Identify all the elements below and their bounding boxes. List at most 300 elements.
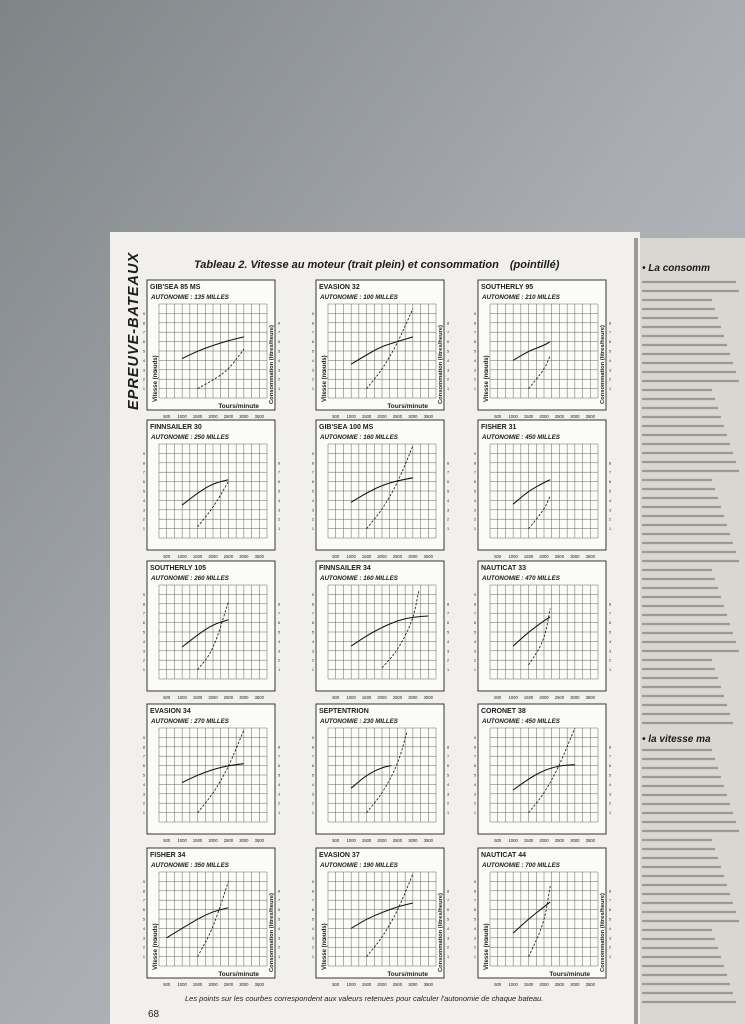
y2-tick-label: 7 <box>278 470 281 475</box>
autonomy-label: AUTONOMIE : 160 MILLES <box>320 575 398 582</box>
y2-tick-label: 5 <box>609 917 612 922</box>
x-tick-label: 2000 <box>539 982 549 987</box>
footnote: Les points sur les courbes correspondent aux valeurs retenues pour calculer l'autonomie de chaque bateau. <box>185 994 544 1003</box>
x-tick-label: 1000 <box>508 838 518 843</box>
y2-tick-label: 3 <box>447 368 450 373</box>
charts-grid <box>143 280 611 987</box>
y-tick-label: 9 <box>142 879 145 884</box>
y-tick-label: 9 <box>311 735 314 740</box>
y2-tick-label: 3 <box>447 792 450 797</box>
y2-tick-label: 2 <box>609 801 612 806</box>
y2-tick-label: 5 <box>447 349 450 354</box>
y-tick-label: 7 <box>473 754 476 759</box>
y2-tick-label: 6 <box>609 908 612 913</box>
x-tick-label: 1000 <box>346 982 356 987</box>
y2-tick-label: 3 <box>278 936 281 941</box>
y-tick-label: 5 <box>311 917 314 922</box>
y-tick-label: 4 <box>311 782 314 787</box>
y-tick-label: 4 <box>142 782 145 787</box>
y2-tick-label: 3 <box>278 508 281 513</box>
y2-tick-label: 1 <box>609 811 612 816</box>
x-tick-label: 500 <box>494 414 502 419</box>
y2-tick-label: 6 <box>609 621 612 626</box>
y-tick-label: 7 <box>142 330 145 335</box>
x-tick-label: 500 <box>494 982 502 987</box>
x-tick-label: 3000 <box>408 695 418 700</box>
y-tick-label: 5 <box>311 630 314 635</box>
y2-tick-label: 6 <box>278 908 281 913</box>
y2-tick-label: 5 <box>278 917 281 922</box>
table-title-note: (pointillé) <box>509 259 560 271</box>
speed-consumption-chart <box>312 848 449 987</box>
boat-name: CORONET 38 <box>481 708 526 715</box>
y-tick-label: 1 <box>473 387 476 392</box>
y2-tick-label: 8 <box>447 602 450 607</box>
x-tick-label: 1000 <box>508 554 518 559</box>
y-tick-label: 4 <box>311 358 314 363</box>
x-tick-label: 3500 <box>254 838 264 843</box>
y-tick-label: 1 <box>142 811 145 816</box>
x-tick-label: 2000 <box>377 414 387 419</box>
speed-consumption-chart <box>143 704 280 843</box>
x-tick-label: 3500 <box>254 554 264 559</box>
y-tick-label: 2 <box>311 517 314 522</box>
y2-tick-label: 8 <box>609 889 612 894</box>
y2-tick-label: 3 <box>609 368 612 373</box>
y-tick-label: 7 <box>311 898 314 903</box>
x-tick-label: 3500 <box>423 554 433 559</box>
y-tick-label: 8 <box>142 889 145 894</box>
y2-tick-label: 4 <box>447 498 450 503</box>
autonomy-label: AUTONOMIE : 230 MILLES <box>320 718 398 725</box>
y-tick-label: 8 <box>142 321 145 326</box>
boat-name: SOUTHERLY 95 <box>481 284 534 291</box>
x-tick-label: 2000 <box>377 838 387 843</box>
x-tick-label: 1500 <box>523 838 534 843</box>
y-tick-label: 1 <box>311 811 314 816</box>
x-tick-label: 2000 <box>377 982 387 987</box>
y2-tick-label: 2 <box>447 377 450 382</box>
y-tick-label: 2 <box>311 945 314 950</box>
y2-axis-label: Consommation (litres/heure) <box>600 325 606 404</box>
x-tick-label: 500 <box>163 695 171 700</box>
y-tick-label: 3 <box>473 792 476 797</box>
y2-tick-label: 1 <box>278 811 281 816</box>
x-tick-label: 3000 <box>570 982 580 987</box>
y2-tick-label: 2 <box>447 801 450 806</box>
y2-tick-label: 7 <box>609 754 612 759</box>
y-tick-label: 1 <box>142 527 145 532</box>
x-tick-label: 3500 <box>254 982 264 987</box>
y-tick-label: 6 <box>142 621 145 626</box>
x-tick-label: 3500 <box>585 982 595 987</box>
x-tick-label: 2000 <box>208 695 218 700</box>
y2-tick-label: 3 <box>447 508 450 513</box>
y-tick-label: 7 <box>142 470 145 475</box>
y2-tick-label: 8 <box>609 461 612 466</box>
y2-axis-label: Consommation (litres/heure) <box>438 325 444 404</box>
y-tick-label: 5 <box>473 349 476 354</box>
x-tick-label: 1500 <box>361 982 372 987</box>
y-tick-label: 4 <box>473 639 476 644</box>
y2-axis-label: Consommation (litres/heure) <box>269 325 275 404</box>
y2-tick-label: 1 <box>447 387 450 392</box>
x-tick-label: 2500 <box>392 695 403 700</box>
autonomy-label: AUTONOMIE : 270 MILLES <box>151 718 229 725</box>
x-tick-label: 1000 <box>177 414 187 419</box>
y2-tick-label: 1 <box>609 955 612 960</box>
x-tick-label: 2500 <box>554 414 565 419</box>
y-tick-label: 7 <box>473 330 476 335</box>
y-tick-label: 1 <box>473 527 476 532</box>
y2-tick-label: 5 <box>609 773 612 778</box>
x-tick-label: 1500 <box>361 414 372 419</box>
x-tick-label: 3000 <box>239 414 249 419</box>
y-tick-label: 8 <box>311 745 314 750</box>
x-tick-label: 1000 <box>177 838 187 843</box>
x-tick-label: 1000 <box>177 554 187 559</box>
y2-tick-label: 4 <box>278 498 281 503</box>
y-tick-label: 2 <box>142 377 145 382</box>
y2-tick-label: 6 <box>447 764 450 769</box>
y-tick-label: 2 <box>473 517 476 522</box>
y-tick-label: 5 <box>311 349 314 354</box>
y2-tick-label: 8 <box>609 602 612 607</box>
y2-tick-label: 3 <box>447 649 450 654</box>
x-tick-label: 3500 <box>585 554 595 559</box>
y-axis-label: Vitesse (nœuds) <box>484 355 490 402</box>
y-tick-label: 2 <box>311 801 314 806</box>
y-tick-label: 8 <box>473 745 476 750</box>
x-tick-label: 500 <box>163 982 171 987</box>
y2-tick-label: 6 <box>278 764 281 769</box>
y-tick-label: 3 <box>311 508 314 513</box>
y-tick-label: 5 <box>142 917 145 922</box>
y-tick-label: 9 <box>311 592 314 597</box>
y2-tick-label: 1 <box>447 811 450 816</box>
x-tick-label: 1500 <box>523 414 534 419</box>
y2-tick-label: 4 <box>278 782 281 787</box>
x-tick-label: 1500 <box>361 554 372 559</box>
x-tick-label: 2000 <box>539 838 549 843</box>
y2-tick-label: 8 <box>609 745 612 750</box>
y-tick-label: 3 <box>142 792 145 797</box>
x-tick-label: 3000 <box>408 838 418 843</box>
x-tick-label: 2000 <box>539 414 549 419</box>
x-tick-label: 2000 <box>539 695 549 700</box>
y2-tick-label: 2 <box>609 945 612 950</box>
y-tick-label: 7 <box>473 898 476 903</box>
y2-tick-label: 1 <box>278 527 281 532</box>
y2-tick-label: 6 <box>278 480 281 485</box>
x-tick-label: 2500 <box>392 982 403 987</box>
boat-name: EVASION 37 <box>319 852 360 859</box>
autonomy-label: AUTONOMIE : 450 MILLES <box>482 434 560 441</box>
x-tick-label: 1000 <box>346 414 356 419</box>
x-tick-label: 2500 <box>223 554 234 559</box>
y2-tick-label: 8 <box>278 889 281 894</box>
y-tick-label: 3 <box>473 508 476 513</box>
y-tick-label: 9 <box>311 311 314 316</box>
x-tick-label: 1500 <box>523 554 534 559</box>
y2-tick-label: 4 <box>278 639 281 644</box>
y2-tick-label: 5 <box>278 349 281 354</box>
y2-axis-label: Consommation (litres/heure) <box>600 893 606 972</box>
x-axis-label: Tours/minute <box>549 971 590 978</box>
speed-consumption-chart <box>474 420 611 559</box>
y2-tick-label: 2 <box>447 945 450 950</box>
boat-name: FISHER 34 <box>150 852 186 859</box>
boat-name: EVASION 32 <box>319 284 360 291</box>
y-tick-label: 7 <box>311 754 314 759</box>
x-axis-label: Tours/minute <box>387 971 428 978</box>
boat-name: NAUTICAT 33 <box>481 565 526 572</box>
x-tick-label: 1500 <box>192 982 203 987</box>
boat-name: EVASION 34 <box>150 708 191 715</box>
y2-tick-label: 6 <box>278 340 281 345</box>
x-tick-label: 500 <box>332 554 340 559</box>
y2-tick-label: 2 <box>447 517 450 522</box>
y-tick-label: 7 <box>473 611 476 616</box>
x-axis-label: Tours/minute <box>218 403 259 410</box>
y2-tick-label: 7 <box>447 611 450 616</box>
y-tick-label: 2 <box>142 517 145 522</box>
x-tick-label: 2000 <box>539 554 549 559</box>
x-tick-label: 1500 <box>192 838 203 843</box>
x-tick-label: 500 <box>494 554 502 559</box>
y2-tick-label: 7 <box>609 898 612 903</box>
y2-tick-label: 4 <box>447 639 450 644</box>
y-tick-label: 7 <box>473 470 476 475</box>
y2-tick-label: 1 <box>278 387 281 392</box>
y2-tick-label: 4 <box>609 358 612 363</box>
boat-name: FINNSAILER 30 <box>150 424 202 431</box>
y2-tick-label: 2 <box>278 801 281 806</box>
y-tick-label: 6 <box>311 480 314 485</box>
y2-tick-label: 1 <box>278 668 281 673</box>
y2-tick-label: 5 <box>278 630 281 635</box>
y2-tick-label: 3 <box>278 649 281 654</box>
x-tick-label: 1500 <box>361 695 372 700</box>
speed-consumption-chart <box>474 848 611 987</box>
x-tick-label: 3000 <box>239 695 249 700</box>
x-tick-label: 3500 <box>254 414 264 419</box>
y-tick-label: 9 <box>142 451 145 456</box>
y-tick-label: 1 <box>311 387 314 392</box>
y-tick-label: 8 <box>311 889 314 894</box>
y2-tick-label: 1 <box>447 527 450 532</box>
x-tick-label: 1000 <box>508 982 518 987</box>
y2-tick-label: 3 <box>609 792 612 797</box>
x-tick-label: 500 <box>494 695 502 700</box>
x-tick-label: 2500 <box>554 554 565 559</box>
y-tick-label: 1 <box>311 955 314 960</box>
x-tick-label: 2500 <box>223 414 234 419</box>
y2-tick-label: 3 <box>278 368 281 373</box>
y2-tick-label: 7 <box>447 470 450 475</box>
y2-tick-label: 5 <box>609 349 612 354</box>
y-tick-label: 8 <box>311 461 314 466</box>
y-tick-label: 9 <box>473 311 476 316</box>
y-tick-label: 4 <box>473 358 476 363</box>
y-tick-label: 6 <box>311 764 314 769</box>
x-tick-label: 2000 <box>208 838 218 843</box>
y-tick-label: 2 <box>142 801 145 806</box>
autonomy-label: AUTONOMIE : 160 MILLES <box>320 434 398 441</box>
y2-tick-label: 5 <box>447 773 450 778</box>
y2-tick-label: 3 <box>609 936 612 941</box>
y-tick-label: 3 <box>142 508 145 513</box>
y-tick-label: 1 <box>142 955 145 960</box>
y2-tick-label: 1 <box>609 668 612 673</box>
x-axis-label: Tours/minute <box>218 971 259 978</box>
x-tick-label: 3500 <box>423 695 433 700</box>
autonomy-label: AUTONOMIE : 470 MILLES <box>482 575 560 582</box>
speed-consumption-chart <box>312 420 449 559</box>
y2-tick-label: 3 <box>447 936 450 941</box>
x-tick-label: 500 <box>163 554 171 559</box>
x-tick-label: 2500 <box>554 982 565 987</box>
x-tick-label: 2000 <box>377 695 387 700</box>
y-tick-label: 2 <box>311 377 314 382</box>
y-tick-label: 4 <box>473 498 476 503</box>
x-tick-label: 3500 <box>585 695 595 700</box>
y-tick-label: 2 <box>311 658 314 663</box>
section-label: EPREUVE-BATEAUX <box>126 251 142 410</box>
autonomy-label: AUTONOMIE : 260 MILLES <box>151 575 229 582</box>
y2-tick-label: 3 <box>609 649 612 654</box>
y2-tick-label: 6 <box>609 340 612 345</box>
y-tick-label: 1 <box>311 527 314 532</box>
y2-tick-label: 1 <box>609 527 612 532</box>
y-tick-label: 3 <box>311 792 314 797</box>
y2-tick-label: 3 <box>278 792 281 797</box>
y2-tick-label: 6 <box>609 480 612 485</box>
y2-tick-label: 2 <box>278 945 281 950</box>
autonomy-label: AUTONOMIE : 250 MILLES <box>151 434 229 441</box>
y-tick-label: 9 <box>473 735 476 740</box>
y-tick-label: 1 <box>142 668 145 673</box>
y-tick-label: 5 <box>473 489 476 494</box>
x-tick-label: 2500 <box>223 695 234 700</box>
x-tick-label: 3000 <box>408 414 418 419</box>
y-tick-label: 8 <box>311 321 314 326</box>
y-tick-label: 5 <box>311 773 314 778</box>
y-tick-label: 2 <box>473 658 476 663</box>
page-number: 68 <box>148 1009 160 1020</box>
y2-tick-label: 4 <box>447 782 450 787</box>
autonomy-label: AUTONOMIE : 700 MILLES <box>482 862 560 869</box>
x-tick-label: 1500 <box>192 554 203 559</box>
y-tick-label: 6 <box>473 621 476 626</box>
y-tick-label: 8 <box>473 461 476 466</box>
y-tick-label: 6 <box>142 908 145 913</box>
speed-consumption-chart <box>312 280 449 419</box>
x-tick-label: 2000 <box>208 554 218 559</box>
y2-tick-label: 5 <box>447 630 450 635</box>
x-tick-label: 1500 <box>192 695 203 700</box>
y-tick-label: 3 <box>142 936 145 941</box>
y2-tick-label: 2 <box>609 377 612 382</box>
y2-tick-label: 4 <box>447 358 450 363</box>
x-tick-label: 1000 <box>177 982 187 987</box>
autonomy-label: AUTONOMIE : 350 MILLES <box>151 862 229 869</box>
y2-tick-label: 4 <box>609 926 612 931</box>
autonomy-label: AUTONOMIE : 100 MILLES <box>320 294 398 301</box>
y-tick-label: 6 <box>311 908 314 913</box>
y2-tick-label: 8 <box>278 602 281 607</box>
y-tick-label: 7 <box>311 330 314 335</box>
autonomy-label: AUTONOMIE : 210 MILLES <box>482 294 560 301</box>
speed-consumption-chart <box>312 704 449 843</box>
x-tick-label: 3500 <box>254 695 264 700</box>
y2-tick-label: 7 <box>278 898 281 903</box>
x-axis-label: Tours/minute <box>387 403 428 410</box>
speed-consumption-chart <box>143 420 280 559</box>
y-axis-label: Vitesse (nœuds) <box>322 923 328 970</box>
x-tick-label: 1500 <box>192 414 203 419</box>
y-axis-label: Vitesse (nœuds) <box>322 355 328 402</box>
y2-tick-label: 8 <box>278 321 281 326</box>
speed-consumption-chart <box>312 561 449 700</box>
y2-tick-label: 4 <box>278 358 281 363</box>
y-tick-label: 6 <box>311 621 314 626</box>
x-tick-label: 3000 <box>570 695 580 700</box>
y2-tick-label: 1 <box>447 668 450 673</box>
y-tick-label: 9 <box>142 735 145 740</box>
y-tick-label: 9 <box>311 879 314 884</box>
y-tick-label: 7 <box>142 754 145 759</box>
boat-name: GIB'SEA 85 MS <box>150 284 201 291</box>
y-tick-label: 6 <box>473 480 476 485</box>
speed-consumption-chart <box>143 280 280 419</box>
x-tick-label: 500 <box>163 414 171 419</box>
x-tick-label: 3000 <box>408 554 418 559</box>
speed-consumption-chart <box>474 280 611 419</box>
x-tick-label: 2000 <box>208 414 218 419</box>
y-tick-label: 8 <box>142 602 145 607</box>
y2-tick-label: 7 <box>609 611 612 616</box>
autonomy-label: AUTONOMIE : 450 MILLES <box>482 718 560 725</box>
y-tick-label: 2 <box>473 945 476 950</box>
y-tick-label: 7 <box>142 898 145 903</box>
y-tick-label: 5 <box>142 489 145 494</box>
y-tick-label: 5 <box>311 489 314 494</box>
y-tick-label: 8 <box>311 602 314 607</box>
y2-tick-label: 4 <box>609 498 612 503</box>
y-axis-label: Vitesse (nœuds) <box>153 923 159 970</box>
x-tick-label: 3000 <box>570 414 580 419</box>
y-tick-label: 5 <box>473 773 476 778</box>
x-tick-label: 1000 <box>177 695 187 700</box>
y2-tick-label: 3 <box>609 508 612 513</box>
y2-axis-label: Consommation (litres/heure) <box>438 893 444 972</box>
y-tick-label: 8 <box>473 889 476 894</box>
y2-tick-label: 5 <box>609 630 612 635</box>
y2-tick-label: 2 <box>278 658 281 663</box>
boat-name: GIB'SEA 100 MS <box>319 424 374 431</box>
y-tick-label: 9 <box>142 311 145 316</box>
y-tick-label: 1 <box>473 811 476 816</box>
y-axis-label: Vitesse (nœuds) <box>484 923 490 970</box>
x-tick-label: 3500 <box>423 982 433 987</box>
y-tick-label: 4 <box>142 498 145 503</box>
y-tick-label: 9 <box>473 451 476 456</box>
y-tick-label: 6 <box>473 764 476 769</box>
y-axis-label: Vitesse (nœuds) <box>153 355 159 402</box>
y-tick-label: 4 <box>311 498 314 503</box>
y2-tick-label: 2 <box>278 517 281 522</box>
